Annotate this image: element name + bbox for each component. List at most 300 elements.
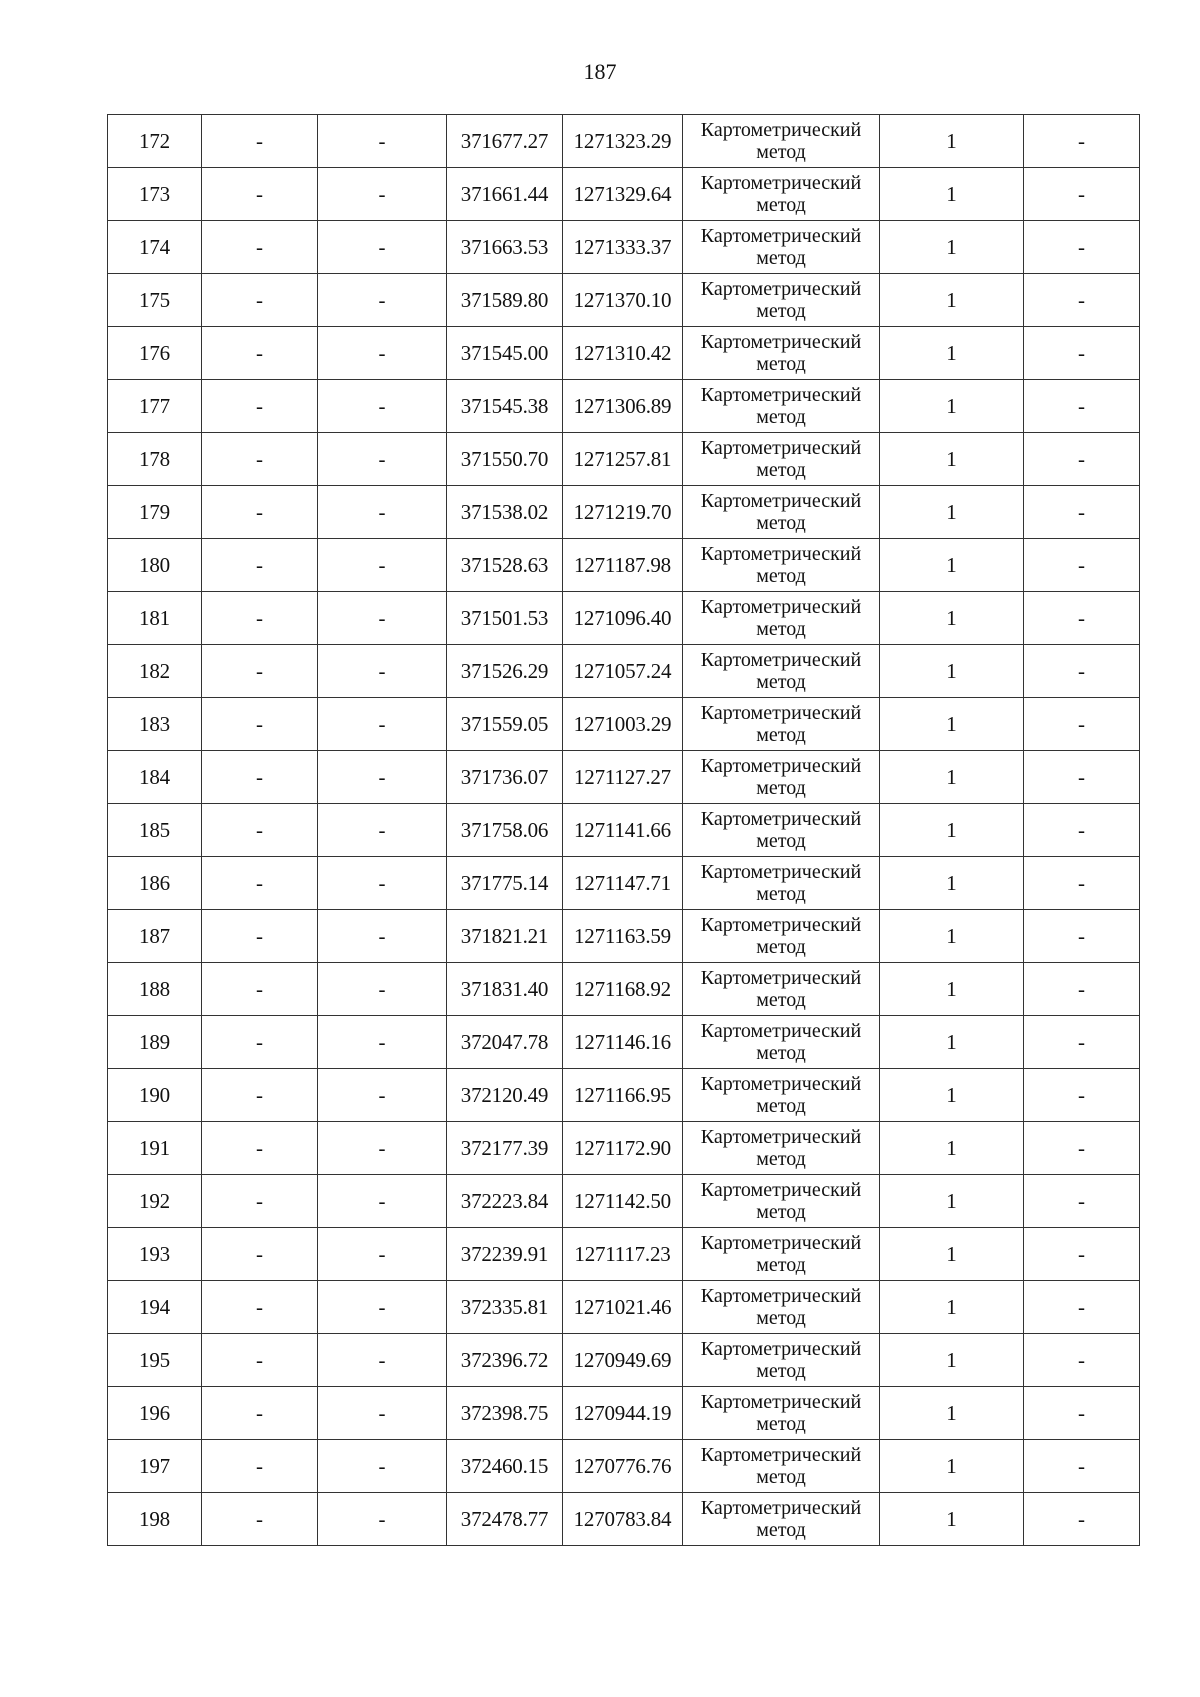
table-row <box>108 1175 1140 1228</box>
dash-cell: - <box>318 963 447 1016</box>
method-cell <box>683 168 880 221</box>
method-line1: Картометрический <box>700 914 862 936</box>
dash-cell: - <box>1024 592 1140 645</box>
method-line2: метод <box>756 1254 806 1276</box>
dash-cell: - <box>1024 327 1140 380</box>
method-line1: Картометрический <box>700 755 862 777</box>
dash-cell: - <box>1024 963 1140 1016</box>
x-coordinate-cell: 372398.75 <box>447 1387 563 1440</box>
method-line2: метод <box>756 512 806 534</box>
dash-cell: - <box>1024 1440 1140 1493</box>
x-coordinate-cell: 371775.14 <box>447 857 563 910</box>
method-line1: Картометрический <box>700 331 862 353</box>
precision-cell: 1 <box>880 698 1024 751</box>
precision-cell: 1 <box>880 1122 1024 1175</box>
x-coordinate-cell: 371821.21 <box>447 910 563 963</box>
table-row <box>108 1440 1140 1493</box>
dash-cell: - <box>1024 1281 1140 1334</box>
dash-cell: - <box>202 857 318 910</box>
precision-cell: 1 <box>880 380 1024 433</box>
method-line1: Картометрический <box>700 278 862 300</box>
dash-cell: - <box>1024 539 1140 592</box>
precision-cell: 1 <box>880 1334 1024 1387</box>
x-coordinate-cell: 372239.91 <box>447 1228 563 1281</box>
method-line2: метод <box>756 724 806 746</box>
table-row <box>108 857 1140 910</box>
y-coordinate-cell: 1271323.29 <box>563 115 683 168</box>
y-coordinate-cell: 1271127.27 <box>563 751 683 804</box>
table-row <box>108 1228 1140 1281</box>
point-number-cell: 188 <box>108 963 202 1016</box>
method-line1: Картометрический <box>700 172 862 194</box>
dash-cell: - <box>318 221 447 274</box>
method-line1: Картометрический <box>700 1232 862 1254</box>
point-number-cell: 190 <box>108 1069 202 1122</box>
dash-cell: - <box>318 1175 447 1228</box>
precision-cell: 1 <box>880 910 1024 963</box>
method-cell <box>683 1334 880 1387</box>
table-row <box>108 751 1140 804</box>
precision-cell: 1 <box>880 592 1024 645</box>
dash-cell: - <box>202 1175 318 1228</box>
x-coordinate-cell: 371831.40 <box>447 963 563 1016</box>
point-number-cell: 183 <box>108 698 202 751</box>
table-row <box>108 1069 1140 1122</box>
method-line2: метод <box>756 459 806 481</box>
method-cell <box>683 1122 880 1175</box>
method-cell <box>683 1281 880 1334</box>
dash-cell: - <box>1024 1228 1140 1281</box>
method-cell <box>683 592 880 645</box>
y-coordinate-cell: 1271021.46 <box>563 1281 683 1334</box>
precision-cell: 1 <box>880 274 1024 327</box>
dash-cell: - <box>1024 1493 1140 1546</box>
method-cell <box>683 1440 880 1493</box>
dash-cell: - <box>1024 804 1140 857</box>
method-line2: метод <box>756 1307 806 1329</box>
precision-cell: 1 <box>880 857 1024 910</box>
dash-cell: - <box>202 221 318 274</box>
precision-cell: 1 <box>880 1069 1024 1122</box>
method-cell <box>683 380 880 433</box>
y-coordinate-cell: 1271163.59 <box>563 910 683 963</box>
table-row <box>108 539 1140 592</box>
y-coordinate-cell: 1271310.42 <box>563 327 683 380</box>
method-line2: метод <box>756 1201 806 1223</box>
table-row <box>108 1493 1140 1546</box>
precision-cell: 1 <box>880 539 1024 592</box>
precision-cell: 1 <box>880 1228 1024 1281</box>
point-number-cell: 187 <box>108 910 202 963</box>
method-line2: метод <box>756 936 806 958</box>
method-cell <box>683 221 880 274</box>
precision-cell: 1 <box>880 1281 1024 1334</box>
y-coordinate-cell: 1271166.95 <box>563 1069 683 1122</box>
method-cell <box>683 433 880 486</box>
dash-cell: - <box>202 1440 318 1493</box>
y-coordinate-cell: 1271096.40 <box>563 592 683 645</box>
method-line2: метод <box>756 1360 806 1382</box>
method-cell <box>683 115 880 168</box>
x-coordinate-cell: 372177.39 <box>447 1122 563 1175</box>
x-coordinate-cell: 372047.78 <box>447 1016 563 1069</box>
method-line2: метод <box>756 565 806 587</box>
y-coordinate-cell: 1271168.92 <box>563 963 683 1016</box>
table-row <box>108 433 1140 486</box>
dash-cell: - <box>202 327 318 380</box>
x-coordinate-cell: 371758.06 <box>447 804 563 857</box>
point-number-cell: 175 <box>108 274 202 327</box>
method-cell <box>683 1228 880 1281</box>
y-coordinate-cell: 1270944.19 <box>563 1387 683 1440</box>
dash-cell: - <box>202 963 318 1016</box>
table-row <box>108 221 1140 274</box>
precision-cell: 1 <box>880 327 1024 380</box>
method-line2: метод <box>756 1148 806 1170</box>
point-number-cell: 193 <box>108 1228 202 1281</box>
dash-cell: - <box>318 1228 447 1281</box>
point-number-cell: 173 <box>108 168 202 221</box>
precision-cell: 1 <box>880 1440 1024 1493</box>
dash-cell: - <box>1024 1069 1140 1122</box>
x-coordinate-cell: 371736.07 <box>447 751 563 804</box>
point-number-cell: 198 <box>108 1493 202 1546</box>
y-coordinate-cell: 1271333.37 <box>563 221 683 274</box>
y-coordinate-cell: 1271117.23 <box>563 1228 683 1281</box>
x-coordinate-cell: 372396.72 <box>447 1334 563 1387</box>
method-line2: метод <box>756 830 806 852</box>
dash-cell: - <box>318 380 447 433</box>
dash-cell: - <box>202 698 318 751</box>
dash-cell: - <box>1024 1175 1140 1228</box>
x-coordinate-cell: 371677.27 <box>447 115 563 168</box>
precision-cell: 1 <box>880 221 1024 274</box>
method-line1: Картометрический <box>700 1444 862 1466</box>
method-line2: метод <box>756 989 806 1011</box>
table-row <box>108 486 1140 539</box>
dash-cell: - <box>318 645 447 698</box>
method-line2: метод <box>756 141 806 163</box>
point-number-cell: 194 <box>108 1281 202 1334</box>
dash-cell: - <box>202 1228 318 1281</box>
dash-cell: - <box>202 1334 318 1387</box>
method-line1: Картометрический <box>700 1073 862 1095</box>
point-number-cell: 181 <box>108 592 202 645</box>
point-number-cell: 178 <box>108 433 202 486</box>
point-number-cell: 186 <box>108 857 202 910</box>
table-row <box>108 592 1140 645</box>
y-coordinate-cell: 1271147.71 <box>563 857 683 910</box>
y-coordinate-cell: 1271306.89 <box>563 380 683 433</box>
point-number-cell: 195 <box>108 1334 202 1387</box>
x-coordinate-cell: 371589.80 <box>447 274 563 327</box>
method-cell <box>683 645 880 698</box>
x-coordinate-cell: 371663.53 <box>447 221 563 274</box>
point-number-cell: 191 <box>108 1122 202 1175</box>
precision-cell: 1 <box>880 115 1024 168</box>
x-coordinate-cell: 372335.81 <box>447 1281 563 1334</box>
method-line2: метод <box>756 883 806 905</box>
point-number-cell: 177 <box>108 380 202 433</box>
table-row <box>108 645 1140 698</box>
method-line1: Картометрический <box>700 1497 862 1519</box>
dash-cell: - <box>202 1122 318 1175</box>
method-line1: Картометрический <box>700 1020 862 1042</box>
dash-cell: - <box>1024 115 1140 168</box>
x-coordinate-cell: 371538.02 <box>447 486 563 539</box>
point-number-cell: 179 <box>108 486 202 539</box>
dash-cell: - <box>318 1440 447 1493</box>
x-coordinate-cell: 371661.44 <box>447 168 563 221</box>
method-cell <box>683 274 880 327</box>
dash-cell: - <box>1024 1122 1140 1175</box>
method-line1: Картометрический <box>700 119 862 141</box>
y-coordinate-cell: 1271172.90 <box>563 1122 683 1175</box>
y-coordinate-cell: 1271257.81 <box>563 433 683 486</box>
y-coordinate-cell: 1271141.66 <box>563 804 683 857</box>
y-coordinate-cell: 1271370.10 <box>563 274 683 327</box>
dash-cell: - <box>202 1387 318 1440</box>
y-coordinate-cell: 1271329.64 <box>563 168 683 221</box>
method-cell <box>683 1387 880 1440</box>
dash-cell: - <box>202 1069 318 1122</box>
point-number-cell: 182 <box>108 645 202 698</box>
dash-cell: - <box>202 486 318 539</box>
point-number-cell: 172 <box>108 115 202 168</box>
precision-cell: 1 <box>880 1175 1024 1228</box>
page-number: 187 <box>583 59 617 84</box>
table-row <box>108 1016 1140 1069</box>
table-row <box>108 963 1140 1016</box>
dash-cell: - <box>318 698 447 751</box>
method-line1: Картометрический <box>700 225 862 247</box>
dash-cell: - <box>318 751 447 804</box>
dash-cell: - <box>318 1069 447 1122</box>
dash-cell: - <box>202 1281 318 1334</box>
method-cell <box>683 486 880 539</box>
precision-cell: 1 <box>880 645 1024 698</box>
dash-cell: - <box>202 1493 318 1546</box>
y-coordinate-cell: 1270783.84 <box>563 1493 683 1546</box>
method-line1: Картометрический <box>700 649 862 671</box>
point-number-cell: 197 <box>108 1440 202 1493</box>
x-coordinate-cell: 372460.15 <box>447 1440 563 1493</box>
method-cell <box>683 539 880 592</box>
dash-cell: - <box>318 274 447 327</box>
method-line2: метод <box>756 247 806 269</box>
method-line1: Картометрический <box>700 808 862 830</box>
table-row <box>108 804 1140 857</box>
dash-cell: - <box>202 433 318 486</box>
dash-cell: - <box>1024 1387 1140 1440</box>
method-line1: Картометрический <box>700 1285 862 1307</box>
dash-cell: - <box>202 910 318 963</box>
x-coordinate-cell: 371550.70 <box>447 433 563 486</box>
method-line2: метод <box>756 300 806 322</box>
dash-cell: - <box>202 1016 318 1069</box>
precision-cell: 1 <box>880 1387 1024 1440</box>
method-line1: Картометрический <box>700 596 862 618</box>
method-line2: метод <box>756 1466 806 1488</box>
method-line1: Картометрический <box>700 861 862 883</box>
dash-cell: - <box>318 486 447 539</box>
method-line1: Картометрический <box>700 543 862 565</box>
dash-cell: - <box>202 751 318 804</box>
y-coordinate-cell: 1271187.98 <box>563 539 683 592</box>
point-number-cell: 180 <box>108 539 202 592</box>
dash-cell: - <box>1024 486 1140 539</box>
dash-cell: - <box>202 115 318 168</box>
method-line2: метод <box>756 406 806 428</box>
precision-cell: 1 <box>880 804 1024 857</box>
precision-cell: 1 <box>880 1493 1024 1546</box>
method-line1: Картометрический <box>700 437 862 459</box>
dash-cell: - <box>318 433 447 486</box>
dash-cell: - <box>1024 645 1140 698</box>
x-coordinate-cell: 371545.38 <box>447 380 563 433</box>
dash-cell: - <box>318 857 447 910</box>
precision-cell: 1 <box>880 486 1024 539</box>
x-coordinate-cell: 372120.49 <box>447 1069 563 1122</box>
precision-cell: 1 <box>880 433 1024 486</box>
table-row <box>108 115 1140 168</box>
dash-cell: - <box>318 804 447 857</box>
method-cell <box>683 1016 880 1069</box>
point-number-cell: 174 <box>108 221 202 274</box>
method-line2: метод <box>756 618 806 640</box>
dash-cell: - <box>1024 751 1140 804</box>
dash-cell: - <box>202 274 318 327</box>
dash-cell: - <box>1024 698 1140 751</box>
method-line1: Картометрический <box>700 967 862 989</box>
dash-cell: - <box>318 1334 447 1387</box>
dash-cell: - <box>1024 910 1140 963</box>
table-row <box>108 380 1140 433</box>
coordinates-table <box>107 114 1140 1546</box>
y-coordinate-cell: 1271142.50 <box>563 1175 683 1228</box>
x-coordinate-cell: 371545.00 <box>447 327 563 380</box>
dash-cell: - <box>1024 1334 1140 1387</box>
method-line2: метод <box>756 777 806 799</box>
x-coordinate-cell: 371559.05 <box>447 698 563 751</box>
method-line1: Картометрический <box>700 490 862 512</box>
dash-cell: - <box>318 592 447 645</box>
dash-cell: - <box>202 380 318 433</box>
method-cell <box>683 327 880 380</box>
dash-cell: - <box>202 168 318 221</box>
dash-cell: - <box>1024 433 1140 486</box>
dash-cell: - <box>1024 221 1140 274</box>
table-row <box>108 168 1140 221</box>
method-line1: Картометрический <box>700 1391 862 1413</box>
method-cell <box>683 804 880 857</box>
y-coordinate-cell: 1270949.69 <box>563 1334 683 1387</box>
point-number-cell: 196 <box>108 1387 202 1440</box>
table-row <box>108 274 1140 327</box>
precision-cell: 1 <box>880 168 1024 221</box>
table-row <box>108 1281 1140 1334</box>
method-cell <box>683 910 880 963</box>
method-cell <box>683 1493 880 1546</box>
method-cell <box>683 1175 880 1228</box>
dash-cell: - <box>318 910 447 963</box>
dash-cell: - <box>318 1387 447 1440</box>
method-cell <box>683 857 880 910</box>
dash-cell: - <box>1024 1016 1140 1069</box>
x-coordinate-cell: 371528.63 <box>447 539 563 592</box>
table-row <box>108 327 1140 380</box>
point-number-cell: 184 <box>108 751 202 804</box>
method-line2: метод <box>756 1042 806 1064</box>
table-row <box>108 1387 1140 1440</box>
table-body <box>108 115 1140 1546</box>
method-line1: Картометрический <box>700 1126 862 1148</box>
precision-cell: 1 <box>880 1016 1024 1069</box>
method-line1: Картометрический <box>700 1179 862 1201</box>
method-cell <box>683 751 880 804</box>
y-coordinate-cell: 1270776.76 <box>563 1440 683 1493</box>
method-line2: метод <box>756 353 806 375</box>
dash-cell: - <box>318 168 447 221</box>
table-row <box>108 698 1140 751</box>
x-coordinate-cell: 372478.77 <box>447 1493 563 1546</box>
dash-cell: - <box>1024 857 1140 910</box>
method-line2: метод <box>756 1519 806 1541</box>
precision-cell: 1 <box>880 751 1024 804</box>
method-line1: Картометрический <box>700 1338 862 1360</box>
point-number-cell: 185 <box>108 804 202 857</box>
dash-cell: - <box>318 1122 447 1175</box>
x-coordinate-cell: 371501.53 <box>447 592 563 645</box>
method-cell <box>683 1069 880 1122</box>
y-coordinate-cell: 1271146.16 <box>563 1016 683 1069</box>
table-row <box>108 1122 1140 1175</box>
dash-cell: - <box>202 804 318 857</box>
table-row <box>108 910 1140 963</box>
y-coordinate-cell: 1271057.24 <box>563 645 683 698</box>
method-line1: Картометрический <box>700 384 862 406</box>
point-number-cell: 192 <box>108 1175 202 1228</box>
dash-cell: - <box>318 1016 447 1069</box>
dash-cell: - <box>1024 380 1140 433</box>
dash-cell: - <box>1024 274 1140 327</box>
dash-cell: - <box>202 645 318 698</box>
method-line2: метод <box>756 1095 806 1117</box>
point-number-cell: 176 <box>108 327 202 380</box>
method-line2: метод <box>756 671 806 693</box>
method-line2: метод <box>756 1413 806 1435</box>
dash-cell: - <box>318 115 447 168</box>
point-number-cell: 189 <box>108 1016 202 1069</box>
x-coordinate-cell: 372223.84 <box>447 1175 563 1228</box>
table-row <box>108 1334 1140 1387</box>
dash-cell: - <box>318 327 447 380</box>
dash-cell: - <box>318 1281 447 1334</box>
dash-cell: - <box>202 539 318 592</box>
y-coordinate-cell: 1271003.29 <box>563 698 683 751</box>
precision-cell: 1 <box>880 963 1024 1016</box>
method-line1: Картометрический <box>700 702 862 724</box>
y-coordinate-cell: 1271219.70 <box>563 486 683 539</box>
dash-cell: - <box>318 1493 447 1546</box>
method-cell <box>683 698 880 751</box>
method-cell <box>683 963 880 1016</box>
method-line2: метод <box>756 194 806 216</box>
dash-cell: - <box>202 592 318 645</box>
x-coordinate-cell: 371526.29 <box>447 645 563 698</box>
dash-cell: - <box>1024 168 1140 221</box>
dash-cell: - <box>318 539 447 592</box>
